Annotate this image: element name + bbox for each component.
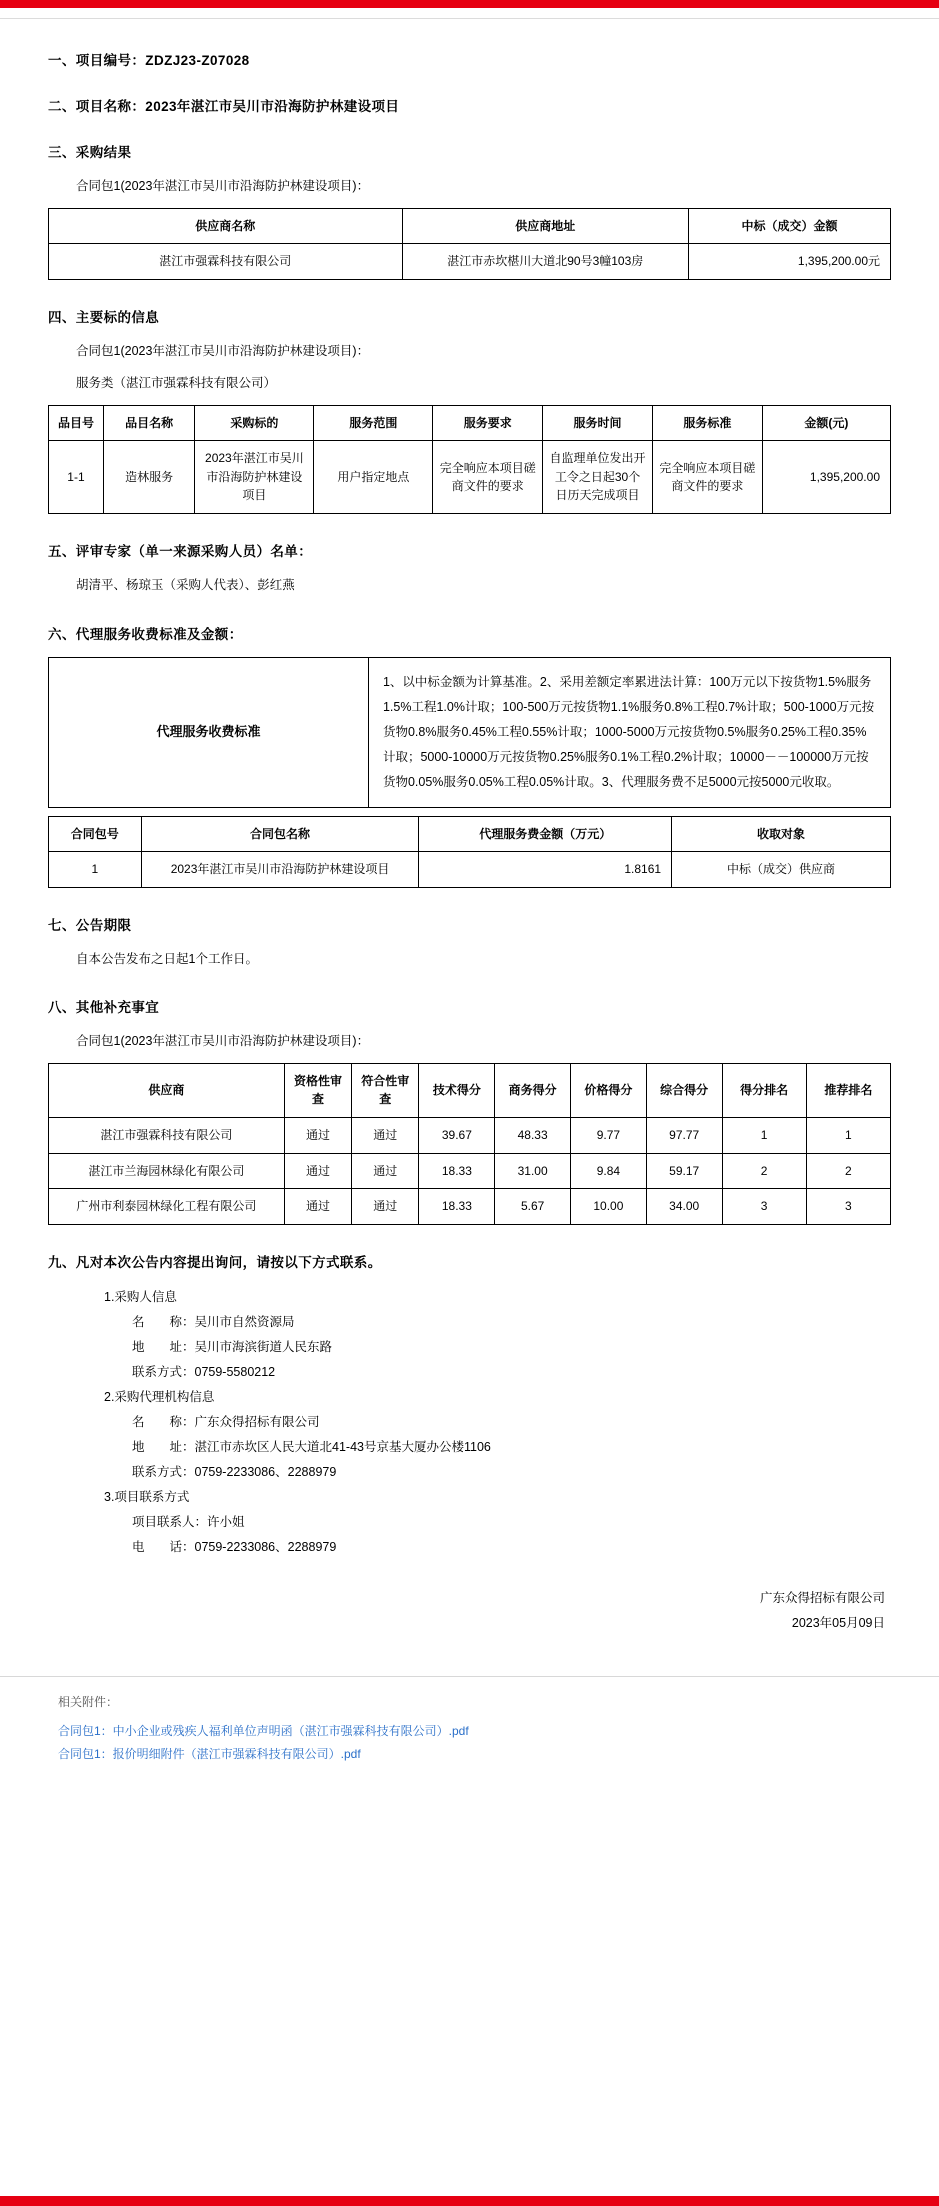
col-total-score: 综合得分	[646, 1063, 722, 1117]
cell-score-rank: 2	[722, 1153, 806, 1189]
section-agency-fee-title: 六、代理服务收费标准及金额：	[48, 626, 243, 642]
table-row	[49, 657, 891, 807]
section-project-name: 二、项目名称：2023年湛江市吴川市沿海防护林建设项目	[48, 99, 400, 114]
items-category-lead: 服务类（湛江市强霖科技有限公司）	[76, 376, 277, 391]
table-row	[49, 441, 891, 514]
cell-supplier: 湛江市强霖科技有限公司	[49, 1117, 285, 1153]
cell-fee-standard-text: 1、以中标金额为计算基准。2、采用差额定率累进法计算：100万元以下按货物1.5%服务1.5%工程1.0%计取；100-500万元按货物1.1%服务0.8%工程0.7%计取；500-1000万元按货物0.8%服务0.45%工程0.55%计取；1000-5000万元按货物0.5%服务0.25%工程0.35%计取；5000-10000万元按货物0.25%服务0.1%工程0.2%计取；10000－－100000万元按货物0.05%服务0.05%工程0.05%计取。3、代理服务费不足5000元按5000元收取。	[368, 657, 890, 807]
cell-service-standard: 完全响应本项目磋商文件的要求	[652, 441, 762, 514]
contact-block	[76, 1285, 891, 1560]
cell-price-score: 9.77	[571, 1117, 647, 1153]
cell-price-score: 9.84	[571, 1153, 647, 1189]
signature-date: 2023年05月09日	[791, 1615, 885, 1630]
table-row	[49, 1189, 891, 1225]
signature-block	[48, 1586, 885, 1636]
result-table	[48, 208, 891, 280]
experts-names: 胡清平、杨琼玉（采购人代表）、彭红燕	[76, 578, 295, 593]
col-item-name: 品目名称	[103, 405, 195, 441]
col-service-scope: 服务范围	[314, 405, 433, 441]
cell-technical-score: 18.33	[419, 1153, 495, 1189]
cell-recommend-rank: 3	[806, 1189, 890, 1225]
cell-item-name: 造林服务	[103, 441, 195, 514]
items-package-lead: 合同包1(2023年湛江市吴川市沿海防护林建设项目)：	[76, 343, 370, 358]
col-recommend-rank: 推荐排名	[806, 1063, 890, 1117]
cell-award-amount: 1,395,200.00元	[688, 244, 890, 280]
cell-score-rank: 1	[722, 1117, 806, 1153]
col-item-no: 品目号	[49, 405, 104, 441]
cell-technical-score: 18.33	[419, 1189, 495, 1225]
section-contact-title: 九、凡对本次公告内容提出询问，请按以下方式联系。	[48, 1254, 382, 1270]
cell-supplier-name: 湛江市强霖科技有限公司	[49, 244, 403, 280]
attachment-link[interactable]: 合同包1：报价明细附件（湛江市强霖科技有限公司）.pdf	[58, 1746, 361, 1761]
cell-service-time: 自监理单位发出开工令之日起30个日历天完成项目	[543, 441, 653, 514]
cell-price-score: 10.00	[571, 1189, 647, 1225]
cell-compliance-review: 通过	[352, 1189, 419, 1225]
cell-recommend-rank: 1	[806, 1117, 890, 1153]
cell-fee-amount: 1.8161	[419, 852, 672, 888]
col-technical-score: 技术得分	[419, 1063, 495, 1117]
col-service-time: 服务时间	[543, 405, 653, 441]
cell-total-score: 59.17	[646, 1153, 722, 1189]
col-business-score: 商务得分	[495, 1063, 571, 1117]
agency-fee-standard-table	[48, 657, 891, 808]
col-price-score: 价格得分	[571, 1063, 647, 1117]
table-row	[49, 1117, 891, 1153]
col-compliance-review: 符合性审查	[352, 1063, 419, 1117]
col-package-name: 合同包名称	[141, 816, 419, 852]
table-header-row	[49, 816, 891, 852]
section-project-number: 一、项目编号：ZDZJ23-Z07028	[48, 53, 250, 68]
cell-total-score: 34.00	[646, 1189, 722, 1225]
agency-address: 地 址：湛江市赤坎区人民大道北41-43号京基大厦办公楼1106	[132, 1439, 491, 1454]
cell-score-rank: 3	[722, 1189, 806, 1225]
top-red-bar	[0, 0, 939, 8]
section-procurement-result-title: 三、采购结果	[48, 145, 132, 160]
project-contact-person: 项目联系人：许小姐	[132, 1514, 245, 1529]
cell-package-no: 1	[49, 852, 142, 888]
cell-supplier: 湛江市兰海园林绿化有限公司	[49, 1153, 285, 1189]
signature-org: 广东众得招标有限公司	[759, 1590, 885, 1605]
supplementary-package-lead: 合同包1(2023年湛江市吴川市沿海防护林建设项目)：	[76, 1034, 370, 1049]
cell-compliance-review: 通过	[352, 1117, 419, 1153]
attachment-link[interactable]: 合同包1：中小企业或残疾人福利单位声明函（湛江市强霖科技有限公司）.pdf	[58, 1723, 469, 1738]
section-announcement-period-title: 七、公告期限	[48, 917, 132, 933]
cell-business-score: 5.67	[495, 1189, 571, 1225]
cell-technical-score: 39.67	[419, 1117, 495, 1153]
col-qualification-review: 资格性审查	[284, 1063, 351, 1117]
cell-recommend-rank: 2	[806, 1153, 890, 1189]
agency-fee-amount-table	[48, 816, 891, 888]
purchaser-name: 名 称：吴川市自然资源局	[132, 1314, 295, 1329]
cell-supplier-address: 湛江市赤坎椹川大道北90号3幢103房	[402, 244, 688, 280]
col-supplier-address: 供应商地址	[402, 208, 688, 244]
project-contact-tel: 电 话：0759-2233086、2288979	[132, 1539, 337, 1554]
col-award-amount: 中标（成交）金额	[688, 208, 890, 244]
col-score-rank: 得分排名	[722, 1063, 806, 1117]
section-experts-title: 五、评审专家（单一来源采购人员）名单：	[48, 544, 313, 560]
cell-total-score: 97.77	[646, 1117, 722, 1153]
col-service-standard: 服务标准	[652, 405, 762, 441]
section-main-items-title: 四、主要标的信息	[48, 309, 160, 325]
table-header-row	[49, 1063, 891, 1117]
col-package-no: 合同包号	[49, 816, 142, 852]
table-row	[49, 1153, 891, 1189]
table-header-row	[49, 405, 891, 441]
cell-item-no: 1-1	[49, 441, 104, 514]
cell-service-scope: 用户指定地点	[314, 441, 433, 514]
document-content	[0, 19, 939, 1646]
cell-service-requirement: 完全响应本项目磋商文件的要求	[433, 441, 543, 514]
agency-name: 名 称：广东众得招标有限公司	[132, 1414, 320, 1429]
cell-item-target: 2023年湛江市吴川市沿海防护林建设项目	[195, 441, 314, 514]
announcement-period-text: 自本公告发布之日起1个工作日。	[76, 951, 258, 966]
purchaser-tel: 联系方式：0759-5580212	[132, 1364, 276, 1379]
table-header-row	[49, 208, 891, 244]
purchaser-info-title: 1.采购人信息	[104, 1289, 177, 1304]
table-row	[49, 244, 891, 280]
col-service-requirement: 服务要求	[433, 405, 543, 441]
cell-package-name: 2023年湛江市吴川市沿海防护林建设项目	[141, 852, 419, 888]
table-row	[49, 852, 891, 888]
section-supplementary-title: 八、其他补充事宜	[48, 1000, 160, 1016]
attachments-section	[0, 1676, 939, 1792]
cell-qualification-review: 通过	[284, 1153, 351, 1189]
header-divider	[0, 8, 939, 19]
cell-fee-standard-label: 代理服务收费标准	[49, 657, 369, 807]
bottom-red-bar	[0, 2196, 939, 2206]
cell-item-amount: 1,395,200.00	[762, 441, 890, 514]
cell-supplier: 广州市利泰园林绿化工程有限公司	[49, 1189, 285, 1225]
cell-business-score: 31.00	[495, 1153, 571, 1189]
main-items-table	[48, 405, 891, 514]
evaluation-score-table	[48, 1063, 891, 1225]
agency-info-title: 2.采购代理机构信息	[104, 1389, 215, 1404]
col-fee-amount: 代理服务费金额（万元）	[419, 816, 672, 852]
cell-fee-payer: 中标（成交）供应商	[672, 852, 891, 888]
agency-tel: 联系方式：0759-2233086、2288979	[132, 1464, 337, 1479]
result-package-lead: 合同包1(2023年湛江市吴川市沿海防护林建设项目)：	[76, 179, 370, 193]
cell-qualification-review: 通过	[284, 1189, 351, 1225]
attachments-title: 相关附件：	[58, 1694, 119, 1709]
col-supplier: 供应商	[49, 1063, 285, 1117]
col-fee-payer: 收取对象	[672, 816, 891, 852]
cell-compliance-review: 通过	[352, 1153, 419, 1189]
project-contact-title: 3.项目联系方式	[104, 1489, 190, 1504]
col-item-amount: 金额(元)	[762, 405, 890, 441]
cell-qualification-review: 通过	[284, 1117, 351, 1153]
purchaser-address: 地 址：吴川市海滨街道人民东路	[132, 1339, 333, 1354]
col-item-target: 采购标的	[195, 405, 314, 441]
col-supplier-name: 供应商名称	[49, 208, 403, 244]
cell-business-score: 48.33	[495, 1117, 571, 1153]
